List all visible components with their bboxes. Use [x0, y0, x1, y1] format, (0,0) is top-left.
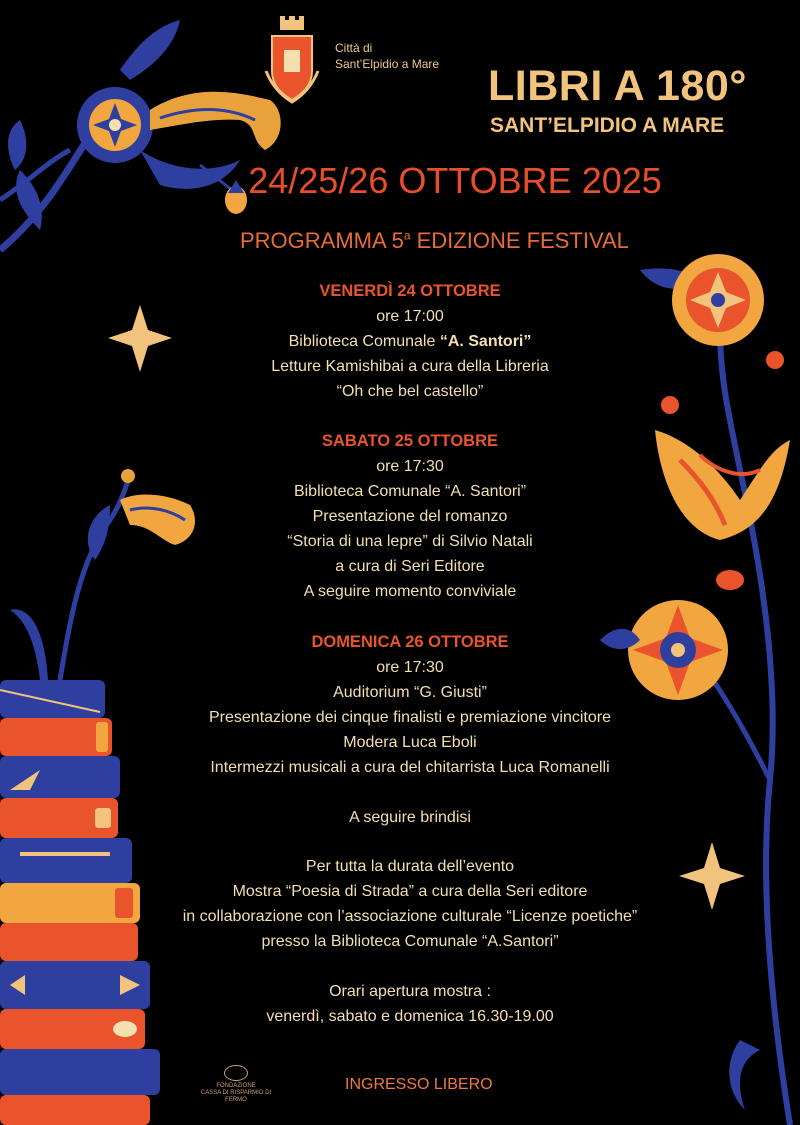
festival-subtitle: SANT’ELPIDIO A MARE: [490, 114, 725, 137]
sunday-line-2: Modera Luca Eboli: [343, 734, 477, 751]
sunday-time: ore 17:30: [376, 659, 444, 676]
program-heading-post: EDIZIONE FESTIVAL: [410, 228, 629, 253]
saturday-venue: Biblioteca Comunale “A. Santori”: [293, 483, 527, 500]
exhibition-info: [120, 854, 700, 1029]
city-line-2: Sant’Elpidio a Mare: [335, 57, 440, 71]
saturday-day: SABATO 25 OTTOBRE: [321, 432, 499, 450]
exhibition-line-1: Per tutta la durata dell’evento: [305, 858, 515, 875]
sunday-line-1: Presentazione dei cinque finalisti e premiazione vincitore: [209, 709, 611, 726]
friday-day: VENERDÌ 24 OTTOBRE: [319, 282, 501, 300]
friday-venue: [120, 329, 700, 354]
saturday-line-1: Presentazione del romanzo: [312, 508, 508, 525]
saturday-schedule: [120, 429, 700, 604]
city-label: [335, 40, 439, 72]
saturday-time: ore 17:30: [376, 458, 444, 475]
saturday-line-2: “Storia di una lepre” di Silvio Natali: [287, 533, 533, 550]
festival-title: LIBRI A 180°: [488, 62, 747, 110]
foundation-icon: [224, 1065, 248, 1081]
friday-schedule: [120, 279, 700, 404]
friday-venue-pre: Biblioteca Comunale: [288, 333, 440, 350]
festival-dates: 24/25/26 OTTOBRE 2025: [248, 160, 662, 201]
exhibition-hours: venerdì, sabato e domenica 16.30-19.00: [266, 1008, 554, 1025]
program-heading-pre: PROGRAMMA 5: [240, 228, 404, 253]
friday-line-1: Letture Kamishibai a cura della Libreria: [271, 358, 549, 375]
sunday-schedule: [120, 630, 700, 830]
friday-venue-bold: “A. Santori”: [439, 333, 532, 350]
sunday-venue: Auditorium “G. Giusti”: [333, 684, 487, 701]
sponsor-line-1: FONDAZIONE: [216, 1083, 256, 1089]
friday-time: ore 17:00: [376, 308, 444, 325]
saturday-line-3: a cura di Seri Editore: [335, 558, 485, 575]
top-left-flower-icon: [0, 20, 281, 250]
sunday-line-4: A seguire brindisi: [349, 809, 471, 826]
sunday-line-3: Intermezzi musicali a cura del chitarrista Luca Romanelli: [210, 759, 610, 776]
free-entry: INGRESSO LIBERO: [345, 1076, 493, 1093]
crest-icon: [262, 16, 322, 104]
exhibition-line-2: Mostra “Poesia di Strada” a cura della Seri editore: [232, 883, 588, 900]
program-heading: [240, 228, 629, 254]
sunday-day: DOMENICA 26 OTTOBRE: [311, 633, 509, 651]
exhibition-hours-title: Orari apertura mostra :: [329, 983, 491, 1000]
program-heading-sup: a: [403, 228, 411, 243]
sponsor-logo: [195, 1065, 277, 1104]
sponsor-line-2: CASSA DI RISPARMIO DI FERMO: [200, 1090, 272, 1103]
city-line-1: Città di: [335, 41, 373, 55]
exhibition-line-3: in collaborazione con l’associazione culturale “Licenze poetiche”: [182, 908, 638, 925]
saturday-line-4: A seguire momento conviviale: [303, 583, 517, 600]
exhibition-line-4: presso la Biblioteca Comunale “A.Santori”: [261, 933, 559, 950]
friday-line-2: “Oh che bel castello”: [336, 383, 484, 400]
